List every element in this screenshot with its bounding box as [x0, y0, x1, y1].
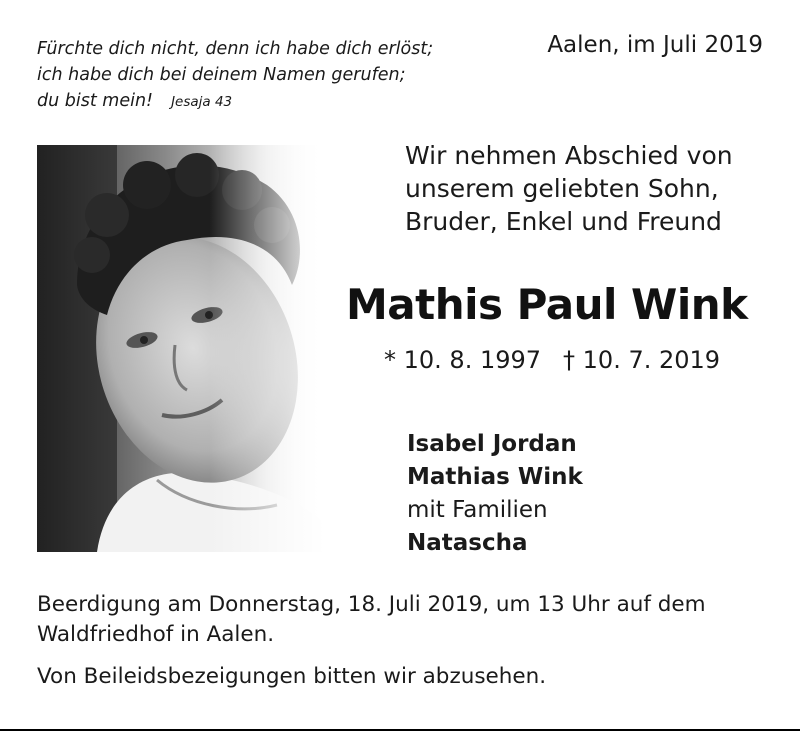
- verse-line-3-text: du bist mein!: [37, 91, 154, 111]
- mourner-mathias-wink: Mathias Wink: [407, 464, 583, 490]
- intro-line-1: Wir nehmen Abschied von: [405, 141, 733, 170]
- funeral-details: [37, 590, 777, 650]
- life-dates: [384, 346, 720, 374]
- bible-verse: [37, 36, 497, 115]
- mourner-families: mit Familien: [407, 497, 548, 523]
- portrait-image: [37, 145, 325, 552]
- farewell-intro: [405, 139, 733, 238]
- verse-line-1: Fürchte dich nicht, denn ich habe dich erlöst;: [37, 39, 434, 59]
- verse-line-2: ich habe dich bei deinem Namen gerufen;: [37, 65, 406, 85]
- intro-line-3: Bruder, Enkel und Freund: [405, 207, 722, 236]
- place-and-date: Aalen, im Juli 2019: [547, 32, 763, 58]
- death-date: † 10. 7. 2019: [563, 346, 721, 374]
- birth-date: * 10. 8. 1997: [384, 346, 542, 374]
- funeral-line-1: Beerdigung am Donnerstag, 18. Juli 2019, um 13 Uhr auf dem: [37, 592, 706, 617]
- portrait-photo: [37, 145, 325, 552]
- condolence-note: Von Beileidsbezeigungen bitten wir abzusehen.: [37, 664, 547, 689]
- verse-line-3: [37, 88, 497, 115]
- mourner-natascha: Natascha: [407, 530, 528, 556]
- deceased-name: Mathis Paul Wink: [346, 280, 748, 329]
- funeral-line-2: Waldfriedhof in Aalen.: [37, 622, 275, 647]
- intro-line-2: unserem geliebten Sohn,: [405, 174, 719, 203]
- mourners-list: [407, 428, 583, 560]
- mourner-isabel-jordan: Isabel Jordan: [407, 431, 577, 457]
- verse-reference: Jesaja 43: [171, 94, 233, 110]
